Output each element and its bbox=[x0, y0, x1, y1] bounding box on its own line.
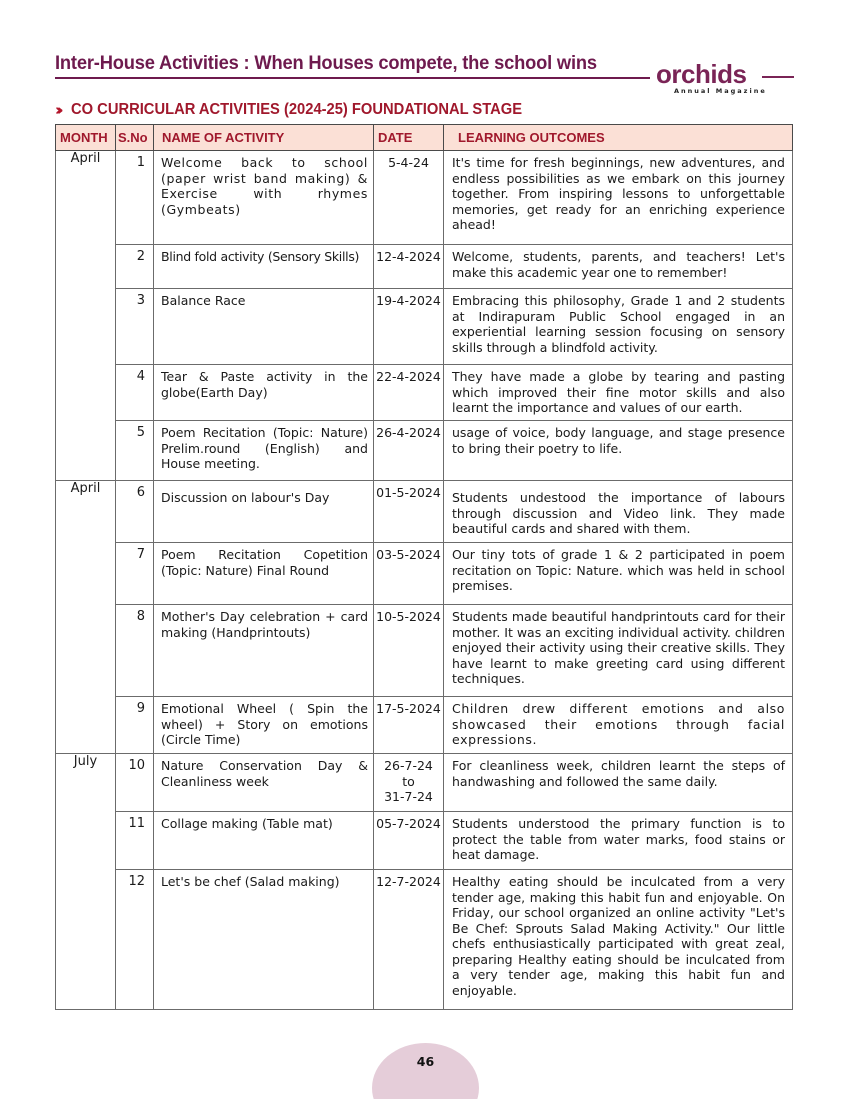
outcome-cell: Healthy eating should be inculcated from a very tender age, making this habit fun and enjoyable. On Friday, our school organized an online activity "Let's Be Chef: Sprouts Salad Making Activity." Our little chefs enthusiastically participated with great zeal, preparing Healthy eating should be inculcated from a very tender age, making this habit fun and enjoyable. bbox=[444, 870, 793, 1010]
page-number: 46 bbox=[416, 1054, 435, 1069]
date-to: to bbox=[402, 773, 415, 789]
date-start: 26-7-24 bbox=[384, 758, 433, 773]
column-header-month: MONTH bbox=[56, 125, 116, 151]
activity-name-cell: Blind fold activity (Sensory Skills) bbox=[154, 245, 374, 289]
date-cell: 10-5-2024 bbox=[374, 605, 444, 697]
activity-name-cell: Discussion on labour's Day bbox=[154, 481, 374, 543]
table-row bbox=[56, 245, 793, 289]
section-heading bbox=[55, 101, 545, 119]
date-cell: 05-7-2024 bbox=[374, 812, 444, 870]
table-row bbox=[56, 151, 793, 245]
date-cell: 5-4-24 bbox=[374, 151, 444, 245]
activity-name-cell: Nature Conservation Day & Cleanliness week bbox=[154, 754, 374, 812]
outcome-cell: It's time for fresh beginnings, new adventures, and endless possibilities as we embark on this journey together. From inspiring lessons to unforgettable memories, get ready for an enriching experience ahead! bbox=[444, 151, 793, 245]
table-row bbox=[56, 543, 793, 605]
date-cell: 03-5-2024 bbox=[374, 543, 444, 605]
activity-name-cell: Let's be chef (Salad making) bbox=[154, 870, 374, 1010]
table-row bbox=[56, 365, 793, 421]
outcome-cell: Our tiny tots of grade 1 & 2 participated in poem recitation on Topic: Nature. which was held in school premises. bbox=[444, 543, 793, 605]
sno-cell: 8 bbox=[116, 605, 154, 697]
date-cell: 01-5-2024 bbox=[374, 481, 444, 543]
sno-cell: 12 bbox=[116, 870, 154, 1010]
outcome-cell: Students made beautiful handprintouts card for their mother. It was an exciting individual activity. children enjoyed their activity using their creative skills. They have learnt to make greeting card using different techniques. bbox=[444, 605, 793, 697]
date-cell: 12-4-2024 bbox=[374, 245, 444, 289]
sno-cell: 1 bbox=[116, 151, 154, 245]
sno-cell: 5 bbox=[116, 421, 154, 481]
activity-name-cell: Mother's Day celebration + card making (Handprintouts) bbox=[154, 605, 374, 697]
activity-name-cell: Poem Recitation Copetition (Topic: Nature) Final Round bbox=[154, 543, 374, 605]
date-cell: 22-4-2024 bbox=[374, 365, 444, 421]
date-cell: 12-7-2024 bbox=[374, 870, 444, 1010]
sno-cell: 3 bbox=[116, 289, 154, 365]
activities-table bbox=[55, 124, 793, 1010]
outcome-cell: They have made a globe by tearing and pasting which improved their fine motor skills and also learnt the importance and values of our earth. bbox=[444, 365, 793, 421]
activity-name-cell: Tear & Paste activity in the globe(Earth Day) bbox=[154, 365, 374, 421]
outcome-cell: Students understood the primary function is to protect the table from water marks, food stains or heat damage. bbox=[444, 812, 793, 870]
table-row bbox=[56, 870, 793, 1010]
table-row bbox=[56, 812, 793, 870]
triple-chevron-right-icon: ››› bbox=[55, 101, 59, 119]
sno-cell: 2 bbox=[116, 245, 154, 289]
sno-cell: 7 bbox=[116, 543, 154, 605]
date-cell: 26-4-2024 bbox=[374, 421, 444, 481]
table-row bbox=[56, 697, 793, 754]
activity-name-cell: Welcome back to school (paper wrist band making) & Exercise with rhymes (Gymbeats) bbox=[154, 151, 374, 245]
column-header-outcomes: LEARNING OUTCOMES bbox=[444, 125, 793, 151]
sno-cell: 6 bbox=[116, 481, 154, 543]
date-cell bbox=[374, 754, 444, 812]
column-header-activity: NAME OF ACTIVITY bbox=[154, 125, 374, 151]
table-row bbox=[56, 421, 793, 481]
date-cell: 17-5-2024 bbox=[374, 697, 444, 754]
sno-cell: 10 bbox=[116, 754, 154, 812]
outcome-cell: For cleanliness week, children learnt the steps of handwashing and followed the same daily. bbox=[444, 754, 793, 812]
orchids-logo bbox=[656, 60, 796, 100]
outcome-cell: Children drew different emotions and also showcased their emotions through facial expressions. bbox=[444, 697, 793, 754]
activity-name-cell: Emotional Wheel ( Spin the wheel) + Story on emotions (Circle Time) bbox=[154, 697, 374, 754]
logo-wordmark: orchids bbox=[656, 59, 747, 89]
sno-cell: 9 bbox=[116, 697, 154, 754]
logo-rule bbox=[762, 76, 794, 78]
activity-name-cell: Collage making (Table mat) bbox=[154, 812, 374, 870]
month-cell: April bbox=[56, 151, 116, 481]
outcome-cell: usage of voice, body language, and stage presence to bring their poetry to life. bbox=[444, 421, 793, 481]
outcome-cell: Embracing this philosophy, Grade 1 and 2 students at Indirapuram Public School engaged in an experiential learning session focusing on sensory skills through a blindfold activity. bbox=[444, 289, 793, 365]
outcome-cell: Welcome, students, parents, and teachers! Let's make this academic year one to remember! bbox=[444, 245, 793, 289]
column-header-date: DATE bbox=[374, 125, 444, 151]
table-header-row bbox=[56, 125, 793, 151]
activity-name-cell: Balance Race bbox=[154, 289, 374, 365]
month-cell: April bbox=[56, 481, 116, 754]
activity-name-cell: Poem Recitation (Topic: Nature) Prelim.round (English) and House meeting. bbox=[154, 421, 374, 481]
page-title: Inter-House Activities : When Houses compete, the school wins bbox=[55, 52, 597, 74]
date-cell: 19-4-2024 bbox=[374, 289, 444, 365]
sno-cell: 4 bbox=[116, 365, 154, 421]
sno-cell: 11 bbox=[116, 812, 154, 870]
table-row bbox=[56, 754, 793, 812]
title-underline bbox=[55, 77, 650, 79]
table-row bbox=[56, 289, 793, 365]
date-end: 31-7-24 bbox=[384, 789, 433, 804]
logo-subtitle: Annual Magazine bbox=[674, 87, 767, 95]
month-cell: July bbox=[56, 754, 116, 1010]
column-header-sno: S.No bbox=[116, 125, 154, 151]
table-row bbox=[56, 481, 793, 543]
outcome-cell: Students undestood the importance of labours through discussion and Video link. They made beautiful cards and shared with them. bbox=[444, 481, 793, 543]
section-title: CO CURRICULAR ACTIVITIES (2024-25) FOUNDATIONAL STAGE bbox=[70, 101, 522, 118]
table-row bbox=[56, 605, 793, 697]
page-number-badge bbox=[372, 1043, 479, 1099]
